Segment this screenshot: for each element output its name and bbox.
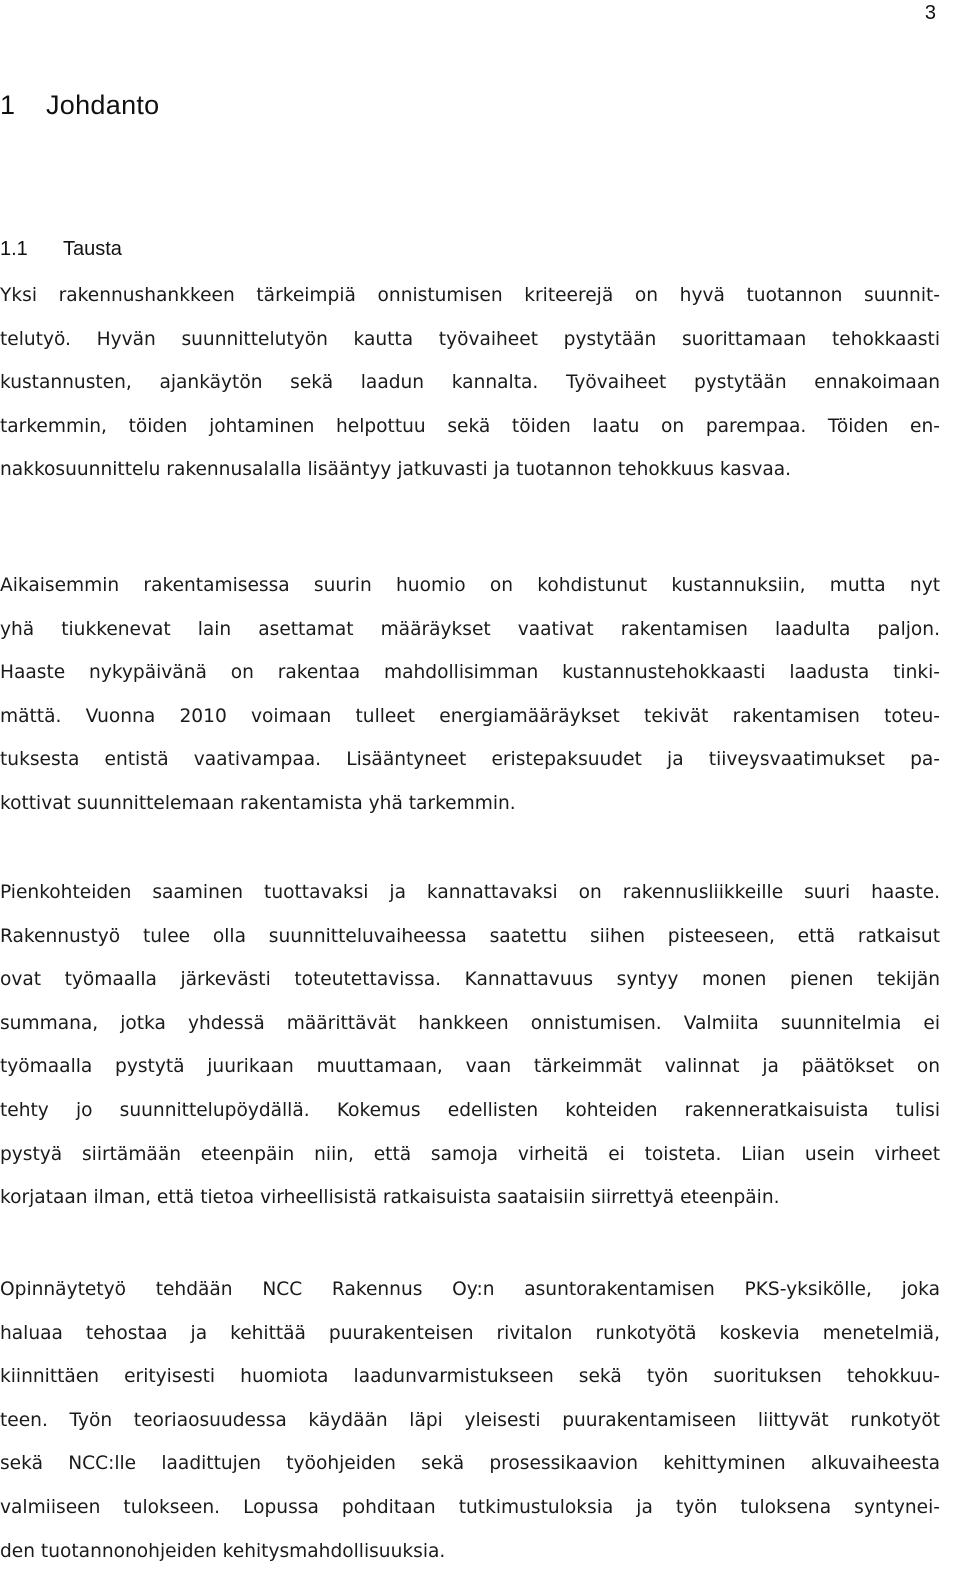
paragraph-3 [0,871,940,1220]
text-line: Aikaisemmin rakentamisessa suurin huomio on kohdistunut kustannuksiin, mutta nyt [0,575,940,596]
text-line: pystyä siirtämään eteenpäin niin, että samoja virheitä ei toisteta. Liian usein virheet [0,1143,940,1165]
text-line: Haaste nykypäivänä on rakentaa mahdollisimman kustannustehokkaasti laadusta tinki- [0,662,940,684]
text-line: Yksi rakennushankkeen tärkeimpiä onnistumisen kriteerejä on hyvä tuotannon suunnit- [0,285,940,306]
paragraph-1 [0,274,940,492]
text-line: työmaalla pystytä juurikaan muuttamaan, vaan tärkeimmät valinnat ja päätökset on [0,1056,940,1078]
section-heading [0,238,122,261]
chapter-title: Johdanto [46,90,160,120]
text-line: Opinnäytetyö tehdään NCC Rakennus Oy:n asuntorakentamisen PKS-yksikölle, joka [0,1279,940,1300]
paragraph-4 [0,1268,940,1573]
text-line: nakkosuunnittelu rakennusalalla lisääntyy jatkuvasti ja tuotannon tehokkuus kasvaa. [0,459,792,481]
page-number: 3 [924,2,936,24]
section-number: 1.1 [0,238,28,260]
text-line: tarkemmin, töiden johtaminen helpottuu sekä töiden laatu on parempaa. Töiden en- [0,415,940,437]
text-line: summana, jotka yhdessä määrittävät hankkeen onnistumisen. Valmiita suunnitelmia ei [0,1012,940,1034]
text-line: korjataan ilman, että tietoa virheellisistä ratkaisuista saataisiin siirrettyä eteenpäin. [0,1187,780,1209]
text-line: haluaa tehostaa ja kehittää puurakenteisen rivitalon runkotyötä koskevia menetelmiä, [0,1322,940,1344]
chapter-number: 1 [0,90,16,120]
text-line: tuksesta entistä vaativampaa. Lisääntyneet eristepaksuudet ja tiiveysvaatimukset pa- [0,749,940,771]
text-line: mättä. Vuonna 2010 voimaan tulleet energiamääräykset tekivät rakentamisen toteu- [0,705,940,727]
text-line: tehty jo suunnittelupöydällä. Kokemus edellisten kohteiden rakenneratkaisuista tulisi [0,1099,940,1121]
section-title: Tausta [63,238,122,260]
text-line: teen. Työn teoriaosuudessa käydään läpi yleisesti puurakentamiseen liittyvät runkotyöt [0,1409,940,1431]
text-line: Rakennustyö tulee olla suunnitteluvaiheessa saatettu siihen pisteeseen, että ratkaisut [0,925,940,947]
text-line: den tuotannonohjeiden kehitysmahdollisuuksia. [0,1540,446,1562]
text-line: kottivat suunnittelemaan rakentamista yhä tarkemmin. [0,792,516,814]
text-line: Pienkohteiden saaminen tuottavaksi ja kannattavaksi on rakennusliikkeille suuri haaste. [0,882,940,903]
text-line: valmiiseen tulokseen. Lopussa pohditaan tutkimustuloksia ja työn tuloksena syntynei- [0,1496,940,1518]
text-line: ovat työmaalla järkevästi toteutettavissa. Kannattavuus syntyy monen pienen tekijän [0,969,940,991]
paragraph-2 [0,564,940,826]
text-line: telutyö. Hyvän suunnittelutyön kautta työvaiheet pystytään suorittamaan tehokkaasti [0,328,940,350]
text-line: kustannusten, ajankäytön sekä laadun kannalta. Työvaiheet pystytään ennakoimaan [0,372,940,394]
text-line: kiinnittäen erityisesti huomiota laadunvarmistukseen sekä työn suorituksen tehokkuu- [0,1366,940,1388]
chapter-heading [0,90,160,121]
text-line: yhä tiukkenevat lain asettamat määräykset vaativat rakentamisen laadulta paljon. [0,618,940,640]
text-line: sekä NCC:lle laadittujen työohjeiden sekä prosessikaavion kehittyminen alkuvaiheesta [0,1453,940,1475]
